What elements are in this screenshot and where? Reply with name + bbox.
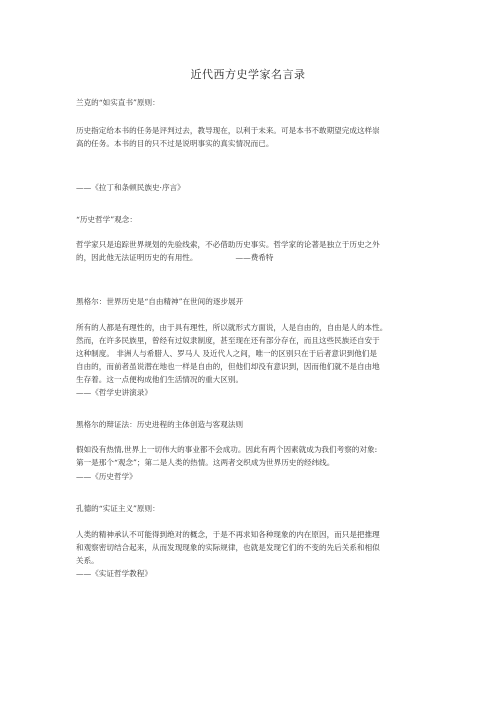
inline-attribution: ——费希特 — [235, 253, 274, 262]
body-line: 历史指定给本书的任务是评判过去，教导现在，以利于未来。可是本书不敢期望完成这样崇 — [76, 126, 380, 135]
body-line: 人类的精神承认不可能得到绝对的概念，于是不再求知各种现象的内在原因，而只是把推理 — [76, 530, 380, 539]
body-line: 和观察密切结合起来，从而发现现象的实际规律，也就是发现它们的不变的先后关系和相似 — [76, 543, 380, 552]
section-source-ranke: ——《拉丁和条顿民族史·序言》 — [76, 183, 185, 192]
section-heading-ranke: 兰克的“如实直书”原则： — [76, 98, 160, 107]
body-line: 关系。 — [76, 556, 99, 565]
section-source-hegel-freedom: ——《哲学史讲演录》 — [76, 388, 152, 397]
body-line: 第一是那个“观念”；第二是人类的热情。这两者交织成为世界历史的经纬线。 — [76, 458, 335, 467]
section-heading-philosophy-of-history: “历史哲学”观念： — [76, 215, 137, 224]
section-heading-hegel-freedom: 黑格尔：世界历史是“自由精神”在世间的逐步展开 — [76, 297, 244, 306]
section-heading-comte: 孔德的“实证主义”原则： — [76, 504, 160, 513]
body-line: 的，因此他无法证明历史的有用性。 — [76, 253, 198, 262]
body-line-with-attribution — [76, 251, 434, 264]
page-title: 近代西方史学家名言录 — [190, 68, 306, 81]
body-line: 假如没有热情,世界上一切伟大的事业都不会成功。因此有两个因素就成为我们考察的对象: — [76, 445, 378, 454]
body-line: 自由的，而前者虽说潜在地也一样是自由的，但他们却没有意识到，因而他们就不是自由地 — [76, 362, 380, 371]
section-source-comte: ——《实证哲学教程》 — [76, 569, 152, 578]
body-line: 生存着。这一点便构成他们生活情况的重大区别。 — [76, 375, 244, 384]
section-body-hegel-dialectics — [76, 443, 434, 469]
section-heading-hegel-dialectics: 黑格尔的辩证法：历史进程的主体创造与客观法则 — [76, 420, 244, 429]
section-body-hegel-freedom — [76, 321, 434, 386]
body-line: 哲学家只是追踪世界规划的先验线索，不必借助历史事实。哲学家的论著是独立于历史之外 — [76, 240, 380, 249]
section-body-comte — [76, 528, 434, 567]
section-body-philosophy-of-history — [76, 238, 434, 264]
body-line: 然而，在许多民族里，曾经有过奴隶制度，甚至现在还有部分存在，而且这些民族还自安于 — [76, 336, 380, 345]
section-source-hegel-dialectics: ——《历史哲学》 — [76, 472, 137, 481]
section-body-ranke — [76, 124, 434, 150]
body-line: 所有的人都是有理性的，由于具有理性，所以就形式方面说，人是自由的，自由是人的本性。 — [76, 323, 388, 332]
body-line: 高的任务。本书的目的只不过是说明事实的真实情况而已。 — [76, 139, 274, 148]
body-line: 这种制度。 非洲人与希腊人、罗马人 及近代人之间，唯一的区别只在于后者意识到他们是 — [76, 349, 377, 358]
